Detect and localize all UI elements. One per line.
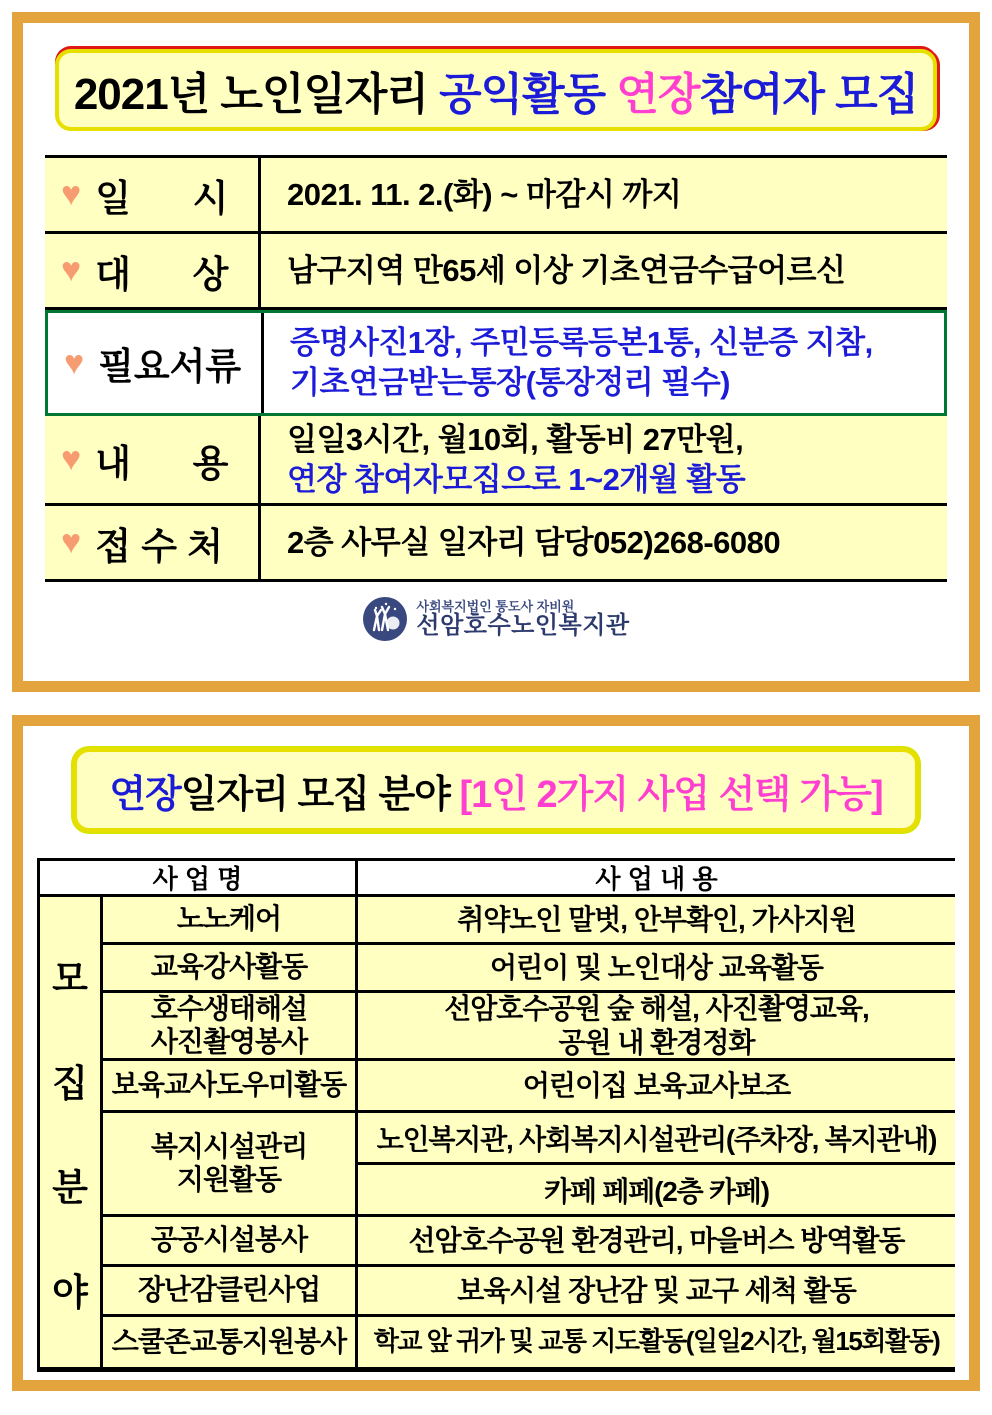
row-label-text: 내 용 xyxy=(95,442,229,484)
job-desc: 학교 앞 귀가 및 교통 지도활동(일일2시간, 월15회활동) xyxy=(373,1326,940,1357)
title-part-activity: 공익활동 xyxy=(439,70,617,119)
header-project-detail: 사 업 내 용 xyxy=(595,864,718,894)
job-name-line1: 복지시설관리 xyxy=(150,1131,308,1163)
poster-bottom-frame xyxy=(12,715,980,1391)
job-desc-sub2: 카페 페페(2층 카페) xyxy=(544,1175,769,1207)
reception-value: 2층 사무실 일자리 담당052)268-6080 xyxy=(287,524,781,560)
date-value: 2021. 11. 2.(화) ~ 마감시 까지 xyxy=(287,176,682,212)
header-project-name: 사 업 명 xyxy=(40,861,358,894)
title-part-year: 2021년 노인일자리 xyxy=(73,70,440,119)
heart-icon: ♥ xyxy=(61,251,82,289)
target-value: 남구지역 만65세 이상 기초연금수급어르신 xyxy=(287,252,846,288)
table-row-date xyxy=(45,158,947,234)
content-line1: 일일3시간, 월10회, 활동비 27만원, xyxy=(287,421,744,457)
row-value-date xyxy=(261,158,947,231)
logo-text-block xyxy=(416,600,629,639)
table-row xyxy=(103,897,955,945)
job-desc: 어린이 및 노인대상 교육활동 xyxy=(490,951,823,983)
job-name-line2: 지원활동 xyxy=(176,1163,282,1195)
heart-icon: ♥ xyxy=(64,343,85,382)
job-desc: 선암호수공원 환경관리, 마을버스 방역활동 xyxy=(408,1224,905,1256)
job-desc-line2: 공원 내 환경정화 xyxy=(558,1026,755,1058)
info-table xyxy=(45,155,947,582)
logo-foundation-name: 사회복지법인 통도사 자비원 xyxy=(416,598,575,614)
job-name xyxy=(103,1113,358,1214)
row-label-text: 필요서류 xyxy=(98,346,242,387)
content-line2: 연장 참여자모집으로 1~2개월 활동 xyxy=(287,461,746,497)
row-label-text: 일 시 xyxy=(95,177,229,219)
row-label-documents xyxy=(48,313,264,413)
row-label-target xyxy=(45,234,261,307)
title2-part-note: [1인 2가지 사업 선택 가능] xyxy=(459,773,883,816)
table-row-reception xyxy=(45,506,947,582)
job-desc-split xyxy=(358,1113,955,1214)
welfare-center-logo-icon xyxy=(362,596,408,642)
jobs-rows xyxy=(103,897,955,1367)
table-row-documents xyxy=(45,310,947,416)
job-name: 교육강사활동 xyxy=(103,945,358,990)
job-desc-line1: 선암호수공원 숲 해설, 사진촬영교육, xyxy=(444,992,869,1024)
table-row xyxy=(103,1267,955,1317)
job-desc-sub1: 노인복지관, 사회복지시설관리(주차장, 복지관내) xyxy=(358,1113,955,1165)
jobs-table-header xyxy=(40,861,955,897)
heart-icon: ♥ xyxy=(61,175,82,213)
jobs-table xyxy=(37,858,955,1372)
job-name xyxy=(103,993,358,1058)
documents-line1: 증명사진1장, 주민등록등본1통, 신분증 지참, xyxy=(290,325,873,361)
organization-logo xyxy=(45,596,947,642)
title-part-extension: 연장 xyxy=(616,70,700,119)
table-row xyxy=(103,945,955,993)
job-name-line1: 호수생태해설 xyxy=(150,993,308,1025)
row-value-content xyxy=(261,416,947,503)
side-char: 분 xyxy=(52,1167,88,1209)
title2-part-field: 일자리 모집 분야 xyxy=(180,773,460,816)
logo-center-name: 선암호수노인복지관 xyxy=(416,612,630,640)
table-row-content xyxy=(45,416,947,506)
table-row xyxy=(103,1317,955,1367)
poster-bottom-title xyxy=(73,748,919,832)
heart-icon: ♥ xyxy=(61,523,82,561)
jobs-table-body xyxy=(40,897,955,1367)
table-row xyxy=(103,1061,955,1113)
row-label-text: 접 수 처 xyxy=(95,525,223,567)
title2-part-extension: 연장 xyxy=(109,773,181,816)
side-char: 야 xyxy=(52,1271,88,1313)
job-name-line2: 사진촬영봉사 xyxy=(150,1025,308,1057)
job-name: 보육교사도우미활동 xyxy=(103,1061,358,1110)
row-label-reception xyxy=(45,506,261,579)
poster-top-title xyxy=(55,49,937,131)
job-name: 공공시설봉사 xyxy=(103,1217,358,1264)
job-desc: 취약노인 말벗, 안부확인, 가사지원 xyxy=(457,903,856,935)
job-desc xyxy=(358,993,955,1058)
job-name: 노노케어 xyxy=(103,897,358,942)
side-char: 집 xyxy=(52,1062,88,1104)
table-row-target xyxy=(45,234,947,310)
documents-line2: 기초연금받는통장(통장정리 필수) xyxy=(290,365,731,400)
table-row-merged xyxy=(103,1113,955,1217)
row-value-target xyxy=(261,234,947,307)
row-label-text: 대 상 xyxy=(95,253,229,295)
side-char: 모 xyxy=(52,958,88,1000)
title-part-recruit: 참여자 모집 xyxy=(699,70,919,119)
row-value-documents xyxy=(264,313,944,413)
side-label-recruit-fields xyxy=(40,897,103,1367)
row-label-content xyxy=(45,416,261,503)
heart-icon: ♥ xyxy=(61,440,82,478)
job-name: 장난감클린사업 xyxy=(103,1267,358,1314)
job-desc: 어린이집 보육교사보조 xyxy=(522,1069,791,1101)
poster-top-frame xyxy=(12,12,980,692)
table-row xyxy=(103,993,955,1061)
job-desc: 보육시설 장난감 및 교구 세척 활동 xyxy=(457,1274,856,1306)
job-name: 스쿨존교통지원봉사 xyxy=(103,1317,358,1367)
row-value-reception xyxy=(261,506,947,579)
row-label-date xyxy=(45,158,261,231)
table-row xyxy=(103,1217,955,1267)
